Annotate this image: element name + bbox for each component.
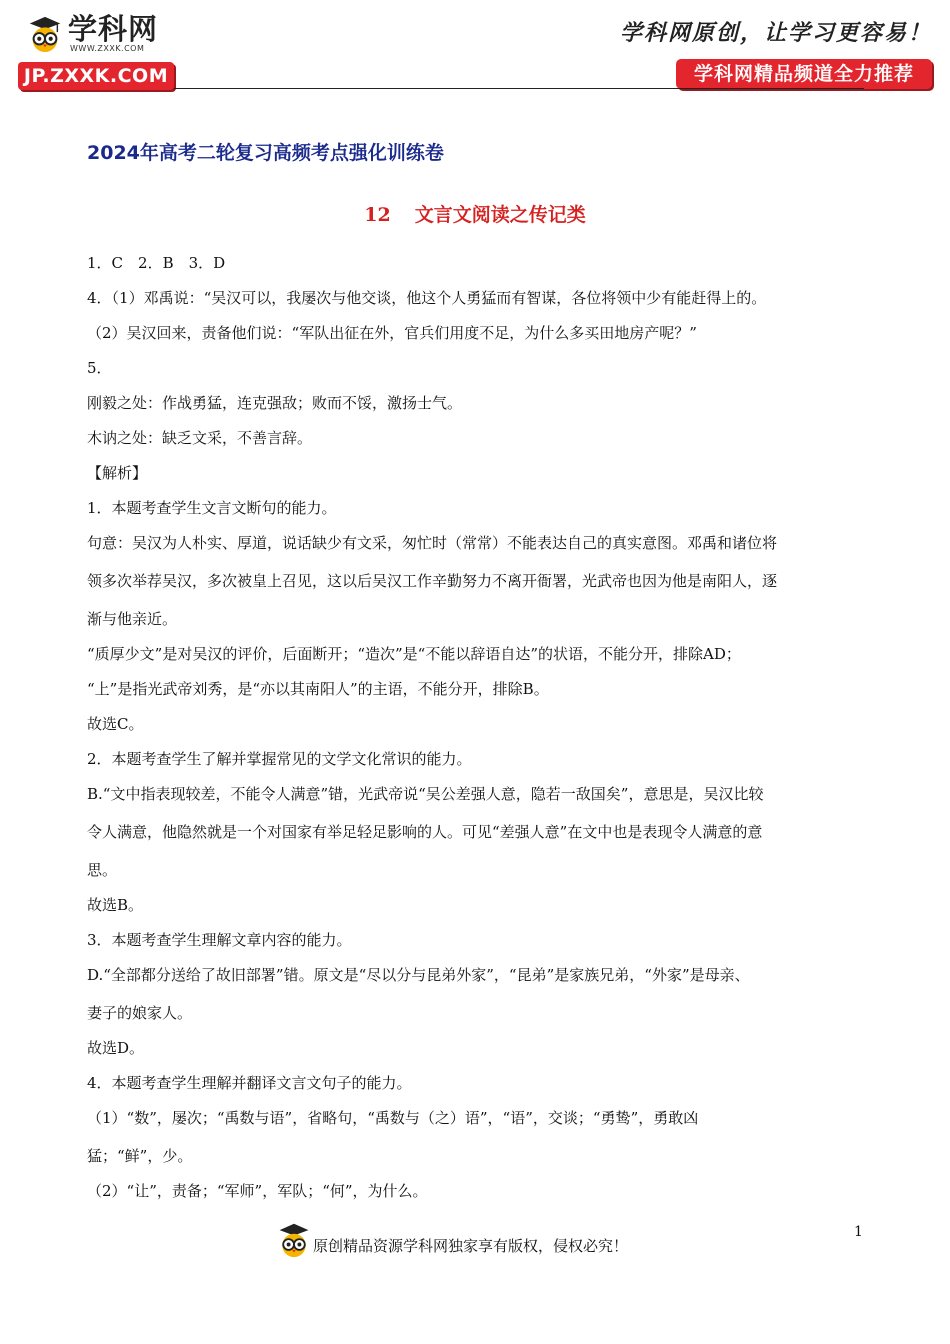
analysis-line: 1．本题考查学生文言文断句的能力。 <box>87 499 337 517</box>
channel-badge: 学科网精品频道全力推荐 <box>676 59 932 89</box>
owl-mascot-icon <box>26 15 64 53</box>
page-number: 1 <box>854 1224 863 1240</box>
copyright-notice: 原创精品资源学科网独家享有版权，侵权必究！ <box>313 1237 629 1255</box>
answer-line: （2）吴汉回来，责备他们说：“军队出征在外，官兵们用度不足，为什么多买田地房产呢？” <box>87 324 697 342</box>
analysis-line: 猛；“鲜”，少。 <box>87 1147 193 1165</box>
analysis-line: 2．本题考查学生了解并掌握常见的文学文化常识的能力。 <box>87 750 472 768</box>
analysis-line: “质厚少文”是对吴汉的评价，后面断开；“造次”是“不能以辞语自达”的状语，不能分开，排除AD； <box>87 645 741 663</box>
analysis-line: 4．本题考查学生理解并翻译文言文句子的能力。 <box>87 1074 412 1092</box>
analysis-line: 3．本题考查学生理解文章内容的能力。 <box>87 931 352 949</box>
analysis-line: 领多次举荐吴汉，多次被皇上召见，这以后吴汉工作辛勤努力不离开衙署，光武帝也因为他是南阳人，逐 <box>87 572 778 590</box>
brand-logo[interactable] <box>26 14 158 53</box>
analysis-line: 故选C。 <box>87 715 144 733</box>
analysis-line: 令人满意，他隐然就是一个对国家有举足轻足影响的人。可见“差强人意”在文中也是表现令人满意的意 <box>87 823 763 841</box>
analysis-line: （2）“让”，责备；“军师”，军队；“何”，为什么。 <box>87 1182 428 1200</box>
logo-name: 学科网 <box>68 12 159 46</box>
document-title: 2024年高考二轮复习高频考点强化训练卷 <box>87 142 444 164</box>
answer-line: 4．（1）邓禹说：“吴汉可以，我屡次与他交谈，他这个人勇猛而有智谋，各位将领中少有能赶得上的。 <box>87 289 767 307</box>
analysis-line: 妻子的娘家人。 <box>87 1004 193 1022</box>
header-slogan: 学科网原创，让学习更容易！ <box>619 20 932 46</box>
page-header <box>0 0 950 100</box>
analysis-line: 思。 <box>87 861 118 879</box>
owl-mascot-icon <box>276 1222 312 1258</box>
answer-line: 1．C 2．B 3．D <box>87 254 226 272</box>
analysis-heading: 【解析】 <box>87 464 148 482</box>
analysis-line: 故选B。 <box>87 896 144 914</box>
analysis-line: （1）“数”，屡次；“禹数与语”，省略句，“禹数与（之）语”，“语”，交谈；“勇鸷”，勇敢凶 <box>87 1109 699 1127</box>
answer-line: 5． <box>87 359 112 377</box>
document-subtitle <box>0 200 950 227</box>
analysis-line: 故选D。 <box>87 1039 145 1057</box>
answer-body <box>87 253 867 1201</box>
logo-url: WWW.ZXXK.COM <box>70 44 145 53</box>
answer-line: 木讷之处：缺乏文采，不善言辞。 <box>87 429 313 447</box>
subtitle-number: 12 <box>364 204 391 226</box>
analysis-line: B.“文中指表现较差，不能令人满意”错，光武帝说“吴公差强人意，隐若一敌国矣”，意思是，吴汉比较 <box>87 785 764 803</box>
logo-badge-link[interactable]: JP.ZXXK.COM <box>18 62 174 90</box>
analysis-line: 渐与他亲近。 <box>87 610 178 628</box>
header-divider <box>174 88 864 89</box>
analysis-line: D.“全部都分送给了故旧部署”错。原文是“尽以分与昆弟外家”，“昆弟”是家族兄弟，“外家”是母亲、 <box>87 966 750 984</box>
analysis-line: “上”是指光武帝刘秀，是“亦以其南阳人”的主语，不能分开，排除B。 <box>87 680 549 698</box>
page-footer <box>0 1222 950 1272</box>
answer-line: 刚毅之处：作战勇猛，连克强敌；败而不馁，激扬士气。 <box>87 394 463 412</box>
subtitle-text: 文言文阅读之传记类 <box>414 204 586 226</box>
analysis-line: 句意：吴汉为人朴实、厚道，说话缺少有文采，匆忙时（常常）不能表达自己的真实意图。邓禹和诸位将 <box>87 534 778 552</box>
